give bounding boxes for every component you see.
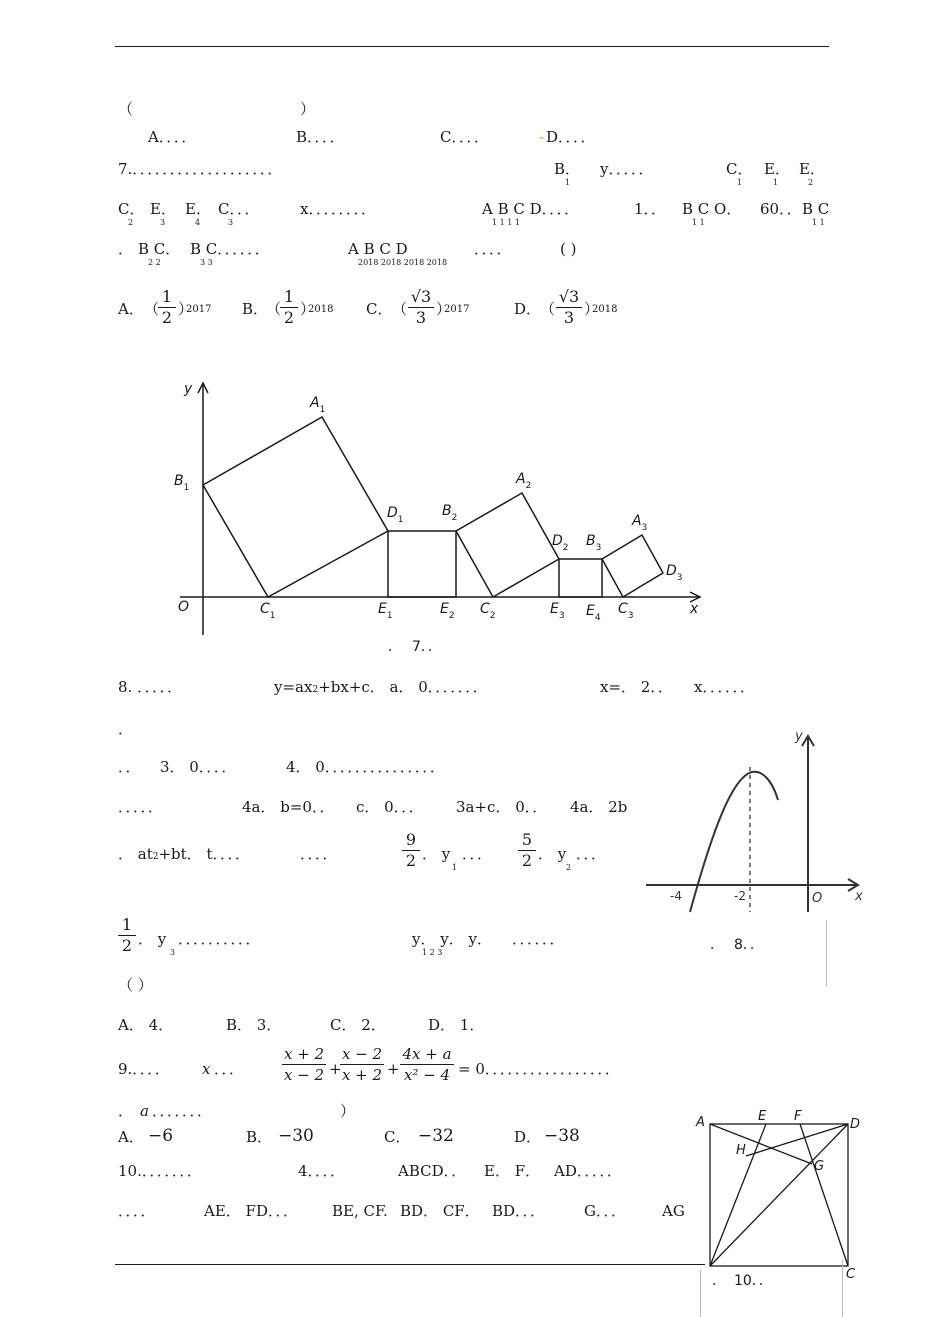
q9-f1-den: x − 2 [283,1066,325,1084]
fig8-axis-x: x [855,889,863,904]
q7-option-c-fraction [408,287,434,328]
q8-figure-caption-pre: ． [710,937,724,953]
fig7-label-e1: $E_1$ [378,601,393,621]
fig8-origin: O [812,891,823,906]
q8-line3-c: 4． 0．．．．．．．．．．．．．．． [286,758,445,776]
q9-plus-2: + [387,1060,400,1078]
q9-option-a-value: −6 [148,1126,174,1146]
q9-option-b-label: B． [246,1128,273,1146]
fig7-label-a2: $A_2$ [516,471,532,491]
q7-option-c-pre: （ [392,300,408,318]
q7-option-a-pre: （ [144,300,160,318]
q6-option-c: C．．．． [440,128,489,146]
q8-line5-d-sub: 1 [452,863,458,872]
q9-option-d-label: D． [514,1128,542,1146]
q9-fraction-1 [282,1044,326,1085]
q10-line2-d: BD． CF． [400,1202,480,1220]
q9-fraction-2 [340,1044,384,1085]
q8-line6-a-sub: 3 [170,948,176,957]
q7-line1-e1-sub: 1 [773,178,779,187]
q6-option-a: A．．．． [148,128,197,146]
q8-f1-den: 2 [402,850,420,871]
q8-line5-b: +bt． t．．．． [158,845,250,863]
q7-option-d-post: ） [584,300,600,318]
q7-option-c-post: ） [436,300,452,318]
header-rule [115,46,829,47]
fig10-label-a: A [696,1115,705,1130]
q8-f2-num: 5 [521,830,533,849]
q6-accent-mark: - [539,128,545,146]
q8-line6-c: y． y． y． [412,930,492,948]
q6-option-d: D．．．． [546,128,596,146]
rect-d2b3 [559,559,602,597]
q9-line2-b: ．．．．．．． [152,1102,213,1120]
q8-line5-g: ． y [538,845,567,863]
q6-close: ） [300,100,316,118]
q8-line3-b: 3． 0．．．． [160,758,237,776]
q7-option-b-num: 1 [283,287,295,306]
fig10-label-d: D [850,1117,861,1132]
q7-option-a-fraction [158,287,176,328]
q9-eq: = 0．．．．．．．．．．．．．．．．． [458,1060,620,1078]
q7-option-c-num: √3 [410,287,432,306]
q7-line2-c3: C．．． [218,200,260,218]
q8-line4-e: 4a． 2b [570,798,628,816]
q10-line1-a: 10.．．．．．．． [118,1162,202,1180]
q10-figure-border-left [700,1270,701,1317]
rect-d1b2e2e1 [388,531,456,597]
q7-line2-x: x．．．．．．．． [300,200,376,218]
q9-line2-a: ． [118,1102,134,1120]
q7-line1-c-sub: 1 [737,178,743,187]
q7-option-c-den: 3 [408,307,434,328]
fig8-axis-y: y [795,729,803,744]
fig7-label-d1: $D_1$ [387,505,404,525]
q7-line3-tail: ．．．． [474,240,512,258]
fig7-label-a3: $A_3$ [632,513,648,533]
q8-line5-h: ．．． [576,845,607,863]
q8-f3-num: 1 [121,915,133,934]
fig7-label-a1: $A_1$ [310,395,326,415]
q7-line1-e1: E． [764,160,790,178]
q7-line2-bc: B C [802,200,830,218]
q8-fraction-1-2 [118,915,136,956]
q8-line1-b-text: y=ax [274,678,313,696]
q7-option-d-pre: （ [540,300,556,318]
q7-line1-e2-sub: 2 [808,178,814,187]
q10-line1-d: E． F． [484,1162,541,1180]
q8-line6-a: ． y [138,930,167,948]
q9-f2-den: x + 2 [341,1066,383,1084]
q7-figure-caption-pre: ． [388,639,402,655]
q7-line2-c2: C． [118,200,145,218]
q7-option-d-fraction [556,287,582,328]
q8-line5-g-sub: 2 [566,863,572,872]
q10-line2-g: AG [662,1202,685,1220]
fig7-label-b2: $B_2$ [442,503,458,523]
fig7-axis-y: y [184,381,193,397]
q7-line2-abcd-sub: 1 1 1 1 [492,218,520,227]
q7-option-a-post: ） [178,300,194,318]
q7-line2-e3: E． [150,200,176,218]
q7-line2-e4: E． [185,200,211,218]
fig8-tick-minus2: -2 [734,889,746,903]
q7-line2-abcd: A B C D．．．． [482,200,580,218]
q8-figure-caption: 8．． [734,937,764,953]
fig10-label-g: G [814,1159,825,1174]
q8-line6-b: ．．．．．．．．．． [178,930,261,948]
q7-line2-bco-sub: 1 1 [692,218,705,227]
q8-line1-e: x．．．．．． [694,678,755,696]
fig8-tick-minus4: -4 [670,889,682,903]
fig7-label-c1: $C_1$ [260,601,276,621]
q7-line2-one: 1．． [634,200,667,218]
q8-line5-d: ． y [422,845,451,863]
q9-f1-num: x + 2 [283,1045,325,1063]
q7-line3-b3c3: B C．．．．．． [190,240,270,258]
q7-line1-b-sub: 1 [565,178,571,187]
q7-option-d-num: √3 [558,287,580,306]
fig10-label-e: E [758,1109,767,1124]
q8-figure [640,722,870,922]
fig7-label-e2: $E_2$ [440,601,455,621]
q7-option-b-fraction [280,287,298,328]
q9-fraction-3 [400,1044,454,1085]
q8-line6-d: ．．．．．． [512,930,565,948]
q10-figure-caption: 10．． [734,1273,773,1289]
q7-option-d-exp: 2018 [592,304,618,315]
fig7-label-b1: $B_1$ [174,473,190,493]
q8-line5-sup: 2 [152,852,159,862]
q6-option-b: B．．．． [296,128,345,146]
q9-option-d-value: −38 [544,1126,580,1146]
footer-rule [115,1264,705,1265]
fig7-axis-x: x [690,601,699,617]
q8-line2: ． [118,720,134,738]
q7-figure [170,375,720,645]
q9-f3-num: 4x + a [402,1045,452,1063]
q7-option-d-den: 3 [556,307,582,328]
q7-option-c-label: C． [366,300,393,318]
q10-line1-c: ABCD．． [398,1162,467,1180]
q10-line1-b: 4．．．． [298,1162,346,1180]
q8-line4-c: c． 0．．． [356,798,424,816]
q8-option-d: D． 1． [428,1016,485,1034]
q8-line7: （ ） [118,976,153,994]
q9-lead2: ．．． [214,1060,245,1078]
q7-line1-b: B． [554,160,581,178]
square-2 [456,493,559,597]
q9-var: x [202,1060,211,1078]
q8-option-a: A． 4． [118,1016,174,1034]
q7-option-b-pre: （ [266,300,282,318]
q8-line3-a: ．． [118,758,141,776]
fig7-label-d3: $D_3$ [666,563,683,583]
q8-line1-d: x=． 2．． [600,678,673,696]
q8-line6-c-sub: 1 2 3 [422,948,443,957]
q8-line5-c: ．．．． [300,845,338,863]
q7-option-a-den: 2 [158,307,176,328]
q10-line2-a: ．．．． [118,1202,156,1220]
q8-option-b: B． 3． [226,1016,282,1034]
q9-option-a-label: A． [118,1128,144,1146]
q7-line2-e3-sub: 3 [160,218,166,227]
fig7-label-b3: $B_3$ [586,533,602,553]
q10-line2-f: G．．． [584,1202,626,1220]
q10-figure-border [842,1260,843,1317]
q9-option-c-value: −32 [418,1126,454,1146]
q7-line3-b2c2-sub: 2 2 [148,258,161,267]
q8-f2-den: 2 [518,850,536,871]
q7-figure-caption: 7．． [412,639,442,655]
q7-line3-abcd-sub: 2018 2018 2018 2018 [358,258,448,267]
q9-lead: 9.．．．． [118,1060,170,1078]
q7-option-d-label: D． [514,300,542,318]
q10-line1-e: AD．．．．． [554,1162,622,1180]
q9-f3-den: x² − 4 [400,1064,454,1085]
q7-line3-paren: ( ) [560,240,577,258]
q8-option-c: C． 2． [330,1016,386,1034]
square-3 [602,535,663,597]
fig10-label-f: F [794,1109,802,1124]
fig10-label-c: C [846,1267,856,1282]
q6-stem-tail: （ [118,100,224,118]
fig10-label-h: H [736,1143,746,1158]
q8-line5-a-text: ． at [118,845,153,863]
fig7-label-c3: $C_3$ [618,601,634,621]
q7-line2-sixty: 60．． [760,200,802,218]
q8-line1-a: 8. ．．．．． [118,678,183,696]
q7-line2-e4-sub: 4 [195,218,201,227]
q7-line2-c3-sub: 3 [228,218,234,227]
q7-line3-abcd: A B C D [348,240,408,258]
q8-line4-a: ．．．．． [118,798,164,816]
q7-option-a-num: 1 [161,287,173,306]
q7-line1-c: C． [726,160,753,178]
q7-line1: 7.．．．．．．．．．．．．．．．．．．． [118,160,283,178]
q8-line1-b-sup: 2 [312,685,319,695]
q8-line1-c: +bx+c． a． 0．．．．．．． [318,678,488,696]
q9-line2-var: a [140,1102,149,1120]
q9-option-c-label: C． [384,1128,411,1146]
q7-option-b-label: B． [242,300,269,318]
segment-ag [710,1124,812,1164]
q7-option-b-den: 2 [280,307,298,328]
q7-option-a-label: A． [118,300,144,318]
q8-line4-b: 4a． b=0．． [242,798,335,816]
fig7-origin: O [178,599,190,615]
q8-line5-a [118,845,250,866]
q7-line2-c2-sub: 2 [128,218,134,227]
q8-line5-e: ．．． [462,845,493,863]
q8-f3-den: 2 [118,935,136,956]
fig7-label-e4: $E_4$ [586,603,601,623]
q10-line2-c: BE, CF. [332,1202,388,1220]
q8-fraction-9-2 [402,830,420,871]
q8-line1-b [274,678,488,699]
fig7-label-c2: $C_2$ [480,601,496,621]
q7-line3-b3c3-sub: 3 3 [200,258,213,267]
q8-line4-d: 3a+c． 0．． [456,798,548,816]
q7-line2-bco: B C O． [682,200,742,218]
q8-f1-num: 9 [405,830,417,849]
q7-option-a-exp: 2017 [186,304,212,315]
q7-line2-bc-sub: 1 1 [812,218,825,227]
q7-option-c-exp: 2017 [444,304,470,315]
q8-fraction-5-2 [518,830,536,871]
q10-line2-e: BD．．． [492,1202,546,1220]
q7-option-b-post: ） [300,300,316,318]
fig7-label-d2: $D_2$ [552,533,569,553]
q9-option-b-value: −30 [278,1126,314,1146]
q7-line3-b2c2: B C． [138,240,181,258]
square-1 [203,417,388,597]
q10-line2-b: AE． FD．．． [204,1202,298,1220]
q7-line3-a: ． [118,240,134,258]
q8-figure-border [826,920,827,986]
q10-figure-caption-pre: ． [712,1273,726,1289]
q9-plus-1: + [329,1060,342,1078]
q7-line1-e2: E． [799,160,825,178]
q9-f2-num: x − 2 [341,1045,383,1063]
q7-line1-y: y．．．．． [600,160,654,178]
q9-line2-close: ） [340,1102,356,1120]
segment-cf [800,1124,848,1266]
fig7-label-e3: $E_3$ [550,601,565,621]
q7-option-b-exp: 2018 [308,304,334,315]
